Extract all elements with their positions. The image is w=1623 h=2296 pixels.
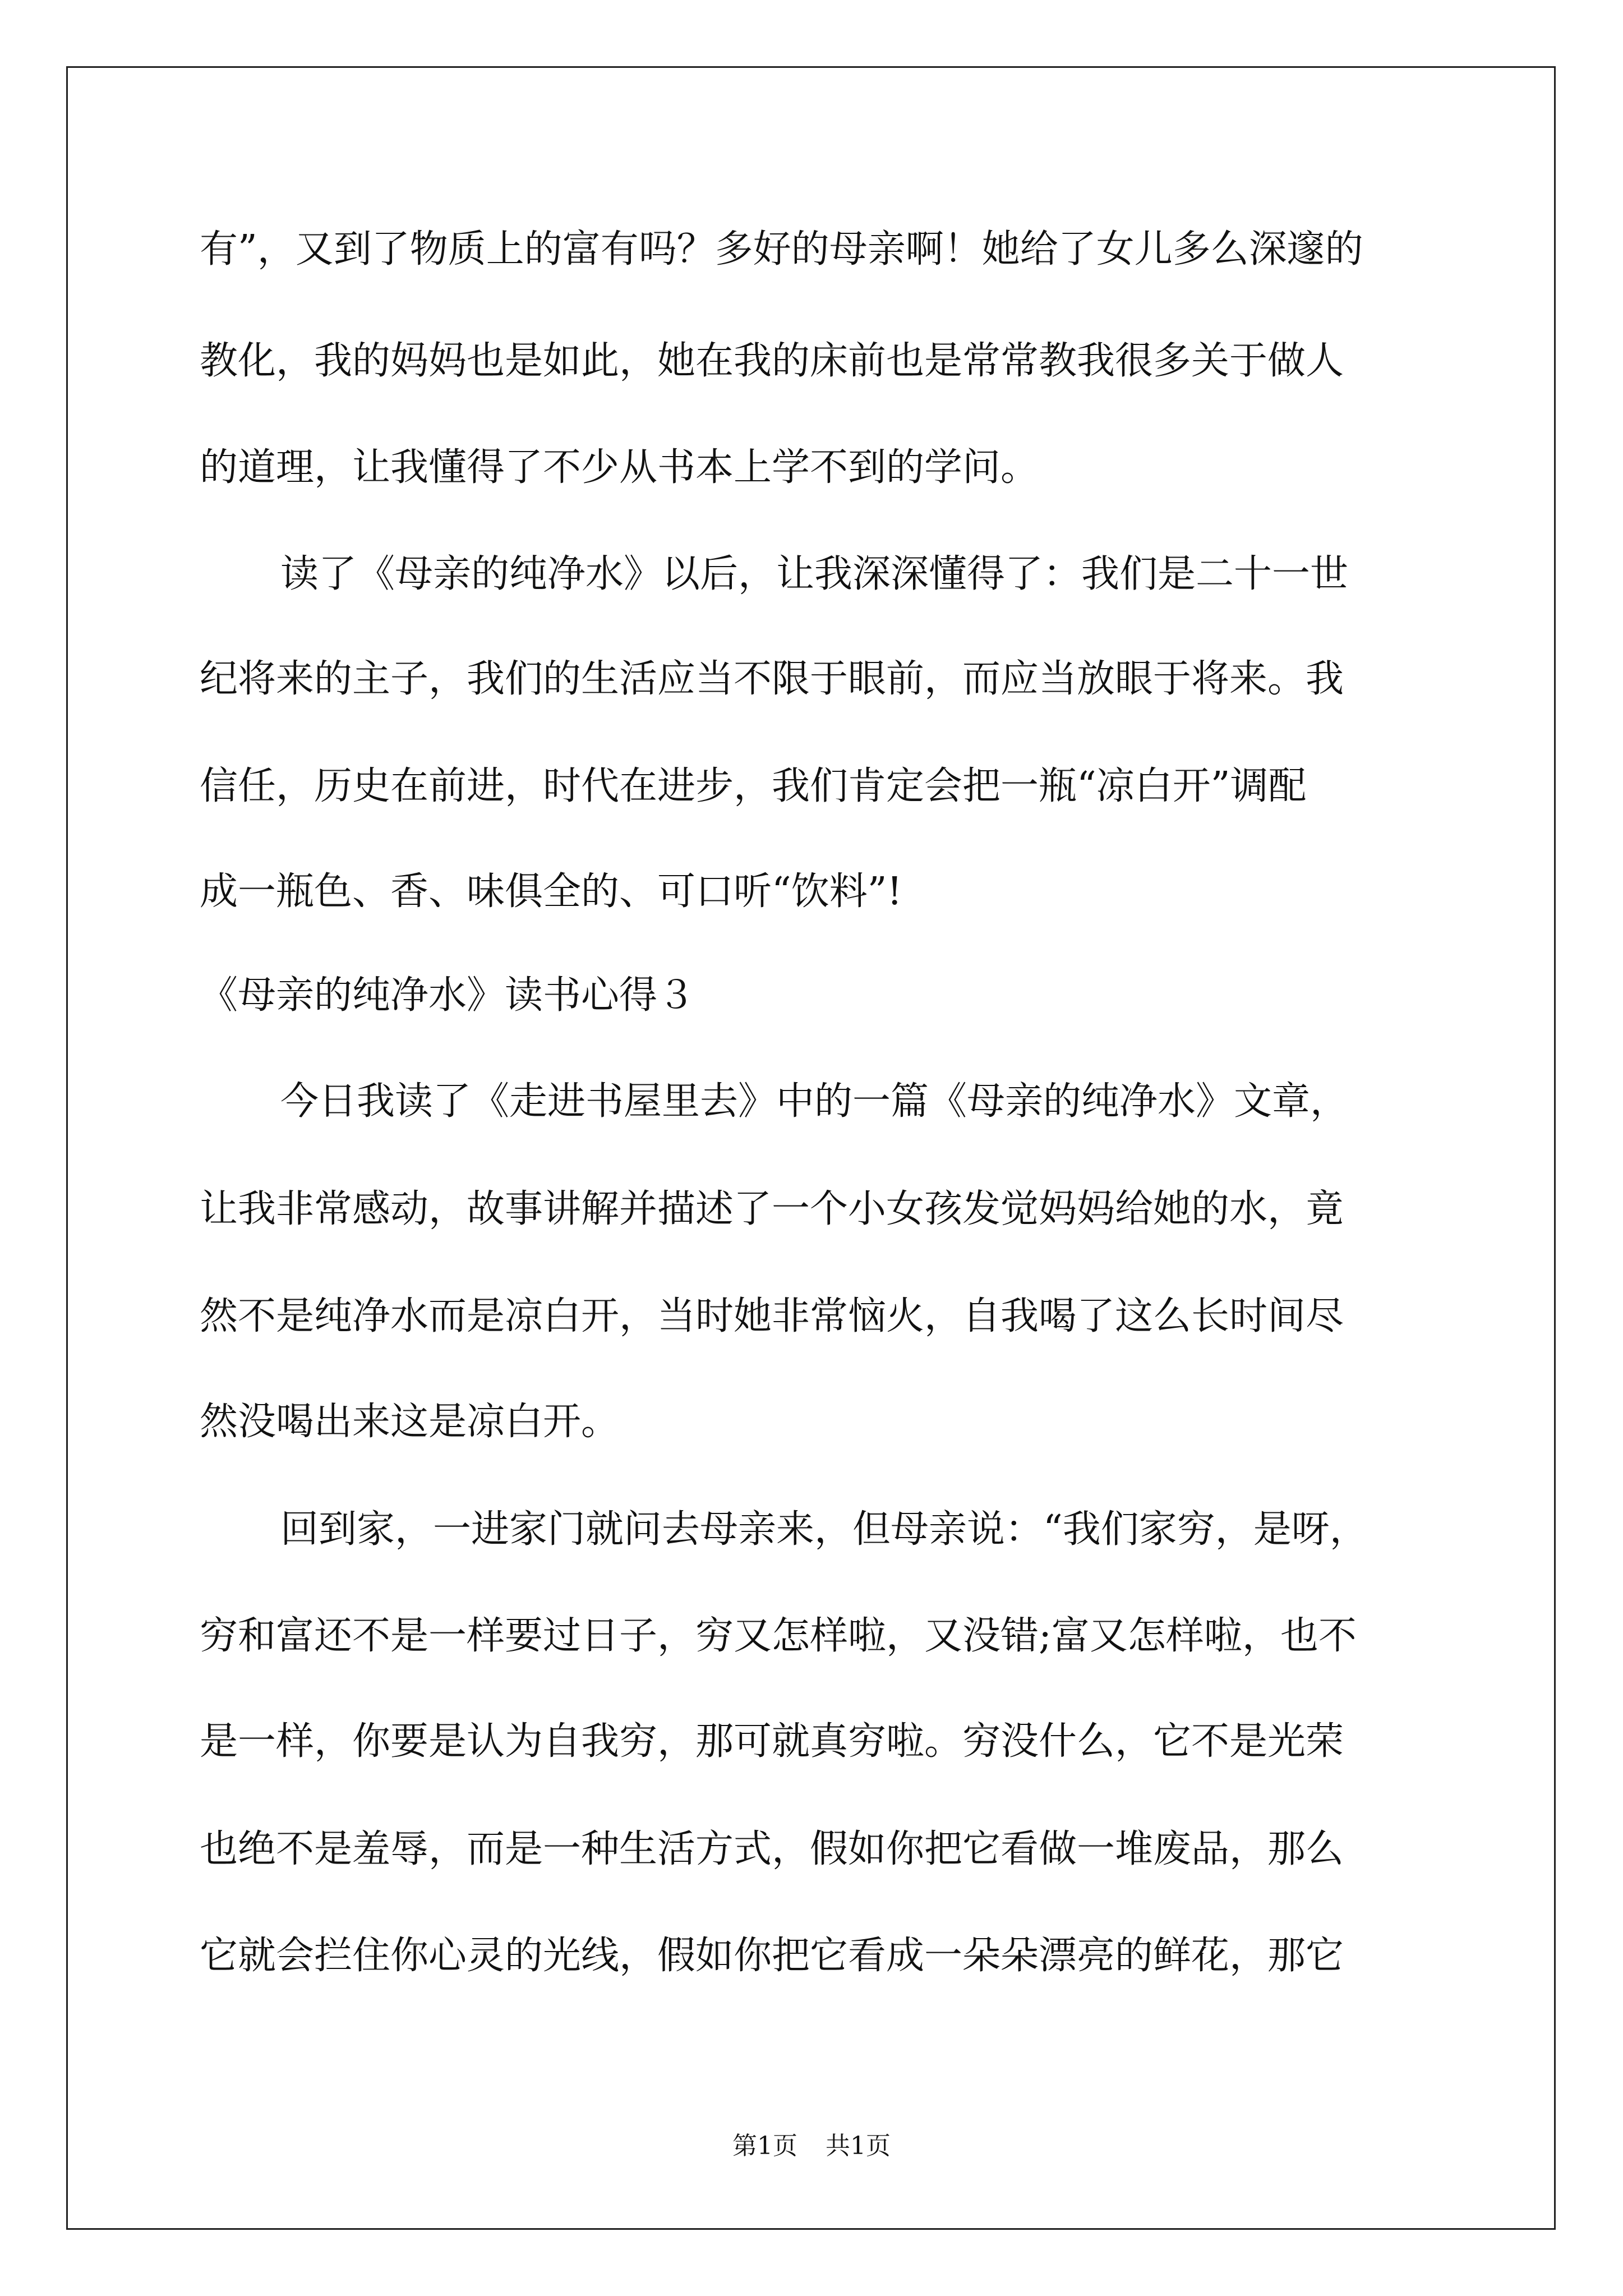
text-line: 有”，又到了物质上的富有吗？多好的母亲啊！她给了女儿多么深邃的: [200, 227, 1363, 272]
text-line: 纪将来的主子，我们的生活应当不限于眼前，而应当放眼于将来。我: [200, 657, 1344, 701]
text-line: 也绝不是羞辱，而是一种生活方式，假如你把它看做一堆废品，那么: [200, 1827, 1344, 1871]
text-line: 让我非常感动，故事讲解并描述了一个小女孩发觉妈妈给她的水，竟: [200, 1187, 1344, 1231]
text-line: 的道理，让我懂得了不少从书本上学不到的学问。: [200, 445, 1039, 490]
section-heading: 《母亲的纯净水》读书心得３: [200, 973, 696, 1018]
page-total: 共1页: [826, 2132, 891, 2160]
page-border: [66, 66, 1556, 2230]
text-line: 它就会拦住你心灵的光线，假如你把它看成一朵朵漂亮的鲜花，那它: [200, 1934, 1344, 1978]
text-line: 是一样，你要是认为自我穷，那可就真穷啦。穷没什么，它不是光荣: [200, 1719, 1344, 1764]
text-line: 成一瓶色、香、味俱全的、可口听“饮料”!: [200, 869, 902, 914]
text-line: 穷和富还不是一样要过日子，穷又怎样啦，又没错;富又怎样啦，也不: [200, 1614, 1357, 1658]
paragraph-first-line: 回到家，一进家门就问去母亲来，但母亲说：“我们家穷，是呀，: [280, 1507, 1368, 1552]
text-line: 教化，我的妈妈也是如此，她在我的床前也是常常教我很多关于做人: [200, 339, 1344, 383]
paragraph-first-line: 读了《母亲的纯净水》以后，让我深深懂得了：我们是二十一世: [280, 552, 1349, 596]
text-line: 然不是纯净水而是凉白开，当时她非常恼火，自我喝了这么长时间尽: [200, 1294, 1344, 1338]
page-number: 第1页: [732, 2132, 797, 2160]
text-line: 然没喝出来这是凉白开。: [200, 1400, 620, 1444]
paragraph-first-line: 今日我读了《走进书屋里去》中的一篇《母亲的纯净水》文章，: [280, 1079, 1349, 1124]
text-line: 信任，历史在前进，时代在进步，我们肯定会把一瓶“凉白开”调配: [200, 764, 1307, 808]
page-footer: [0, 2131, 1623, 2162]
